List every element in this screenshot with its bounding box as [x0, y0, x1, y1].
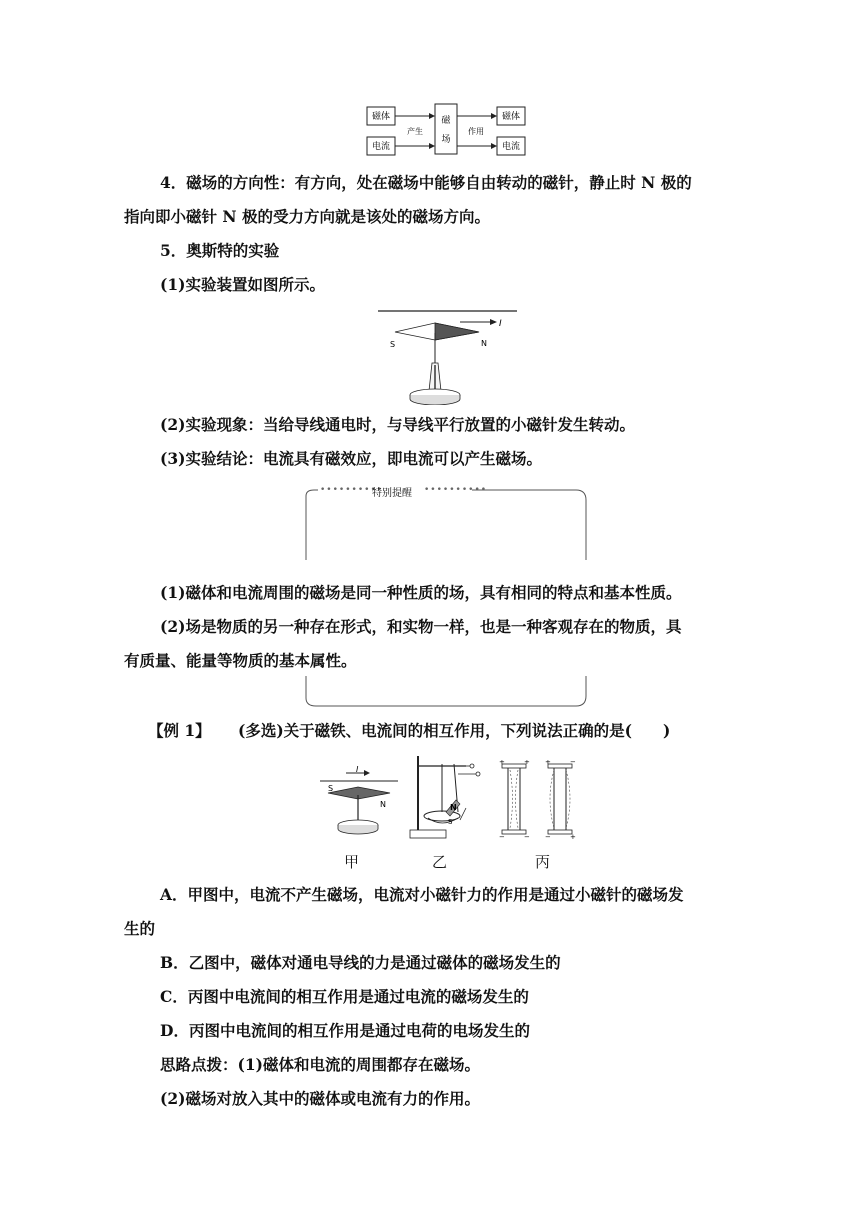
svg-text:+: +	[545, 760, 551, 766]
oersted-n-pole: N	[481, 339, 487, 348]
hint-p1: (1)磁体和电流的周围都存在磁场。	[237, 1055, 480, 1074]
item5-p3: (3)实验结论：电流具有磁效应，即电流可以产生磁场。	[160, 449, 542, 468]
example-question: (多选)关于磁铁、电流间的相互作用，下列说法正确的是( )	[238, 721, 671, 740]
diagram-field-top: 磁	[441, 116, 451, 126]
item4-line2: 指向即小磁针 N 极的受力方向就是该处的磁场方向。	[124, 207, 490, 226]
diagram-act-label: 作用	[468, 127, 484, 136]
note-p2-line1: (2)场是物质的另一种存在形式，和实物一样，也是一种客观存在的物质，具	[160, 617, 682, 636]
diagram-magnet-left: 磁体	[371, 112, 391, 122]
option-b: B．乙图中，磁体对通电导线的力是通过磁体的磁场发生的	[160, 953, 561, 972]
note-dots-left: ••••••••••	[320, 485, 384, 495]
svg-text:+: +	[524, 760, 530, 766]
hint-label: 思路点拨：	[160, 1055, 238, 1074]
svg-text:+: +	[570, 833, 576, 840]
jia-current-label: I	[356, 765, 359, 774]
svg-text:−: −	[499, 833, 505, 840]
diagram-current-left: 电流	[371, 142, 391, 152]
item5-title: 5．奥斯特的实验	[160, 241, 280, 260]
note-dots-right: ••••••••••	[424, 485, 488, 495]
svg-text:−: −	[545, 833, 551, 840]
figure-caption-bing: 丙	[535, 853, 551, 871]
example-figure-bing	[496, 760, 582, 840]
item5-p2: (2)实验现象：当给导线通电时，与导线平行放置的小磁针发生转动。	[160, 415, 635, 434]
example-figure-yi	[406, 752, 486, 842]
diagram-magnet-right: 磁体	[501, 112, 521, 122]
note-p1: (1)磁体和电流周围的磁场是同一种性质的场，具有相同的特点和基本性质。	[160, 583, 682, 602]
oersted-apparatus-figure	[375, 305, 520, 405]
oersted-current-label: I	[499, 319, 502, 329]
svg-text:−: −	[524, 833, 530, 840]
svg-text:−: −	[570, 760, 576, 766]
diagram-current-right: 电流	[501, 142, 521, 152]
oersted-s-pole: S	[390, 340, 396, 349]
hint-p2: (2)磁场对放入其中的磁体或电流有力的作用。	[160, 1089, 480, 1108]
example-label: 【例 1】	[148, 721, 211, 740]
item4-line1: 4．磁场的方向性：有方向，处在磁场中能够自由转动的磁针，静止时 N 极的	[160, 173, 692, 192]
item5-p1: (1)实验装置如图所示。	[160, 275, 325, 294]
hint-line1	[160, 1054, 480, 1076]
figure-caption-yi: 乙	[432, 853, 448, 871]
diagram-produce-label: 产生	[407, 127, 423, 136]
option-d: D．丙图中电流间的相互作用是通过电荷的电场发生的	[160, 1021, 530, 1040]
example-figure-jia	[318, 765, 400, 837]
figure-caption-jia: 甲	[344, 853, 360, 871]
field-relation-diagram	[360, 100, 540, 160]
yi-s-pole: S	[448, 818, 453, 826]
jia-n-pole: N	[380, 800, 386, 809]
jia-s-pole: S	[328, 784, 334, 793]
note-p2-line2: 有质量、能量等物质的基本属性。	[124, 651, 357, 670]
option-a-line2: 生的	[124, 919, 156, 938]
note-heading: 特别提醒	[372, 488, 412, 499]
option-c: C．丙图中电流间的相互作用是通过电流的磁场发生的	[160, 987, 529, 1006]
svg-text:+: +	[499, 760, 505, 766]
yi-n-pole: N	[450, 803, 457, 812]
option-a-line1: A．甲图中，电流不产生磁场，电流对小磁针力的作用是通过小磁针的磁场发	[160, 885, 684, 904]
diagram-field-bottom: 场	[441, 135, 451, 145]
